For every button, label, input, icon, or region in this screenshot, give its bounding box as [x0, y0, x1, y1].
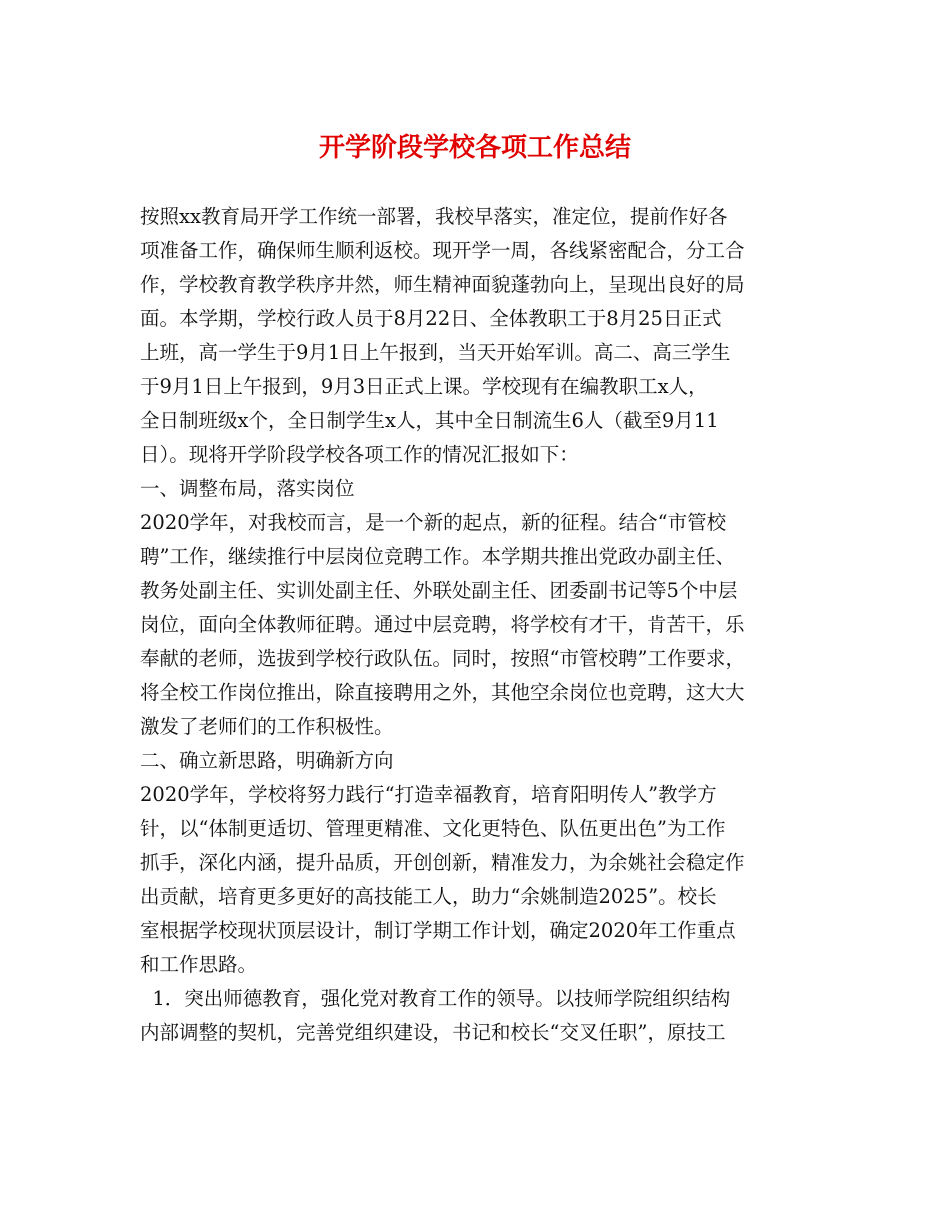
text-line: 2020学年，对我校而言，是一个新的起点，新的征程。结合“市管校 — [140, 511, 727, 534]
text-line: 和工作思路。 — [140, 953, 258, 976]
section-heading: 一、调整布局，落实岗位 — [140, 477, 355, 500]
text-line: 全日制班级x个，全日制学生x人，其中全日制流生6人（截至9月11 — [140, 409, 719, 432]
text-line: 激发了老师们的工作积极性。 — [140, 715, 394, 738]
text-line: 奉献的老师，选拔到学校行政队伍。同时，按照“市管校聘”工作要求， — [140, 647, 745, 670]
text-line: 项准备工作，确保师生顺利返校。现开学一周，各线紧密配合，分工合 — [140, 239, 745, 262]
text-line: 将全校工作岗位推出，除直接聘用之外，其他空余岗位也竞聘，这大大 — [140, 681, 745, 704]
text-line: 2020学年，学校将努力践行“打造幸福教育，培育阳明传人”教学方 — [140, 783, 717, 806]
text-line: 聘”工作，继续推行中层岗位竞聘工作。本学期共推出党政办副主任、 — [140, 545, 735, 568]
section-heading: 二、确立新思路，明确新方向 — [140, 749, 394, 772]
text-line: 上班，高一学生于9月1日上午报到，当天开始军训。高二、高三学生 — [140, 341, 731, 364]
text-line: 按照xx教育局开学工作统一部署，我校早落实，准定位，提前作好各 — [140, 205, 728, 228]
text-line: 抓手，深化内涵，提升品质，开创创新，精准发力，为余姚社会稳定作 — [140, 851, 745, 874]
text-line: 面。本学期，学校行政人员于8月22日、全体教职工于8月25日正式 — [140, 307, 722, 330]
text-line: 岗位，面向全体教师征聘。通过中层竞聘，将学校有才干，肯苦干，乐 — [140, 613, 745, 636]
text-line: 内部调整的契机，完善党组织建设，书记和校长“交叉任职”，原技工 — [140, 1021, 726, 1044]
text-line: 作，学校教育教学秩序井然，师生精神面貌蓬勃向上，呈现出良好的局 — [140, 273, 745, 296]
text-line: 1．突出师德教育，强化党对教育工作的领导。以技师学院组织结构 — [140, 987, 731, 1010]
text-line: 出贡献，培育更多更好的高技能工人，助力“余姚制造2025”。校长 — [140, 885, 717, 908]
text-line: 日）。现将开学阶段学校各项工作的情况汇报如下： — [140, 443, 579, 466]
document-title: 开学阶段学校各项工作总结 — [318, 133, 631, 163]
text-line: 室根据学校现状顶层设计，制订学期工作计划，确定2020年工作重点 — [140, 919, 736, 942]
text-line: 于9月1日上午报到，9月3日正式上课。学校现有在编教职工x人， — [140, 375, 708, 398]
text-line: 教务处副主任、实训处副主任、外联处副主任、团委副书记等5个中层 — [140, 579, 738, 602]
document-body — [140, 200, 820, 1050]
text-line: 针，以“体制更适切、管理更精准、文化更特色、队伍更出色”为工作 — [140, 817, 726, 840]
